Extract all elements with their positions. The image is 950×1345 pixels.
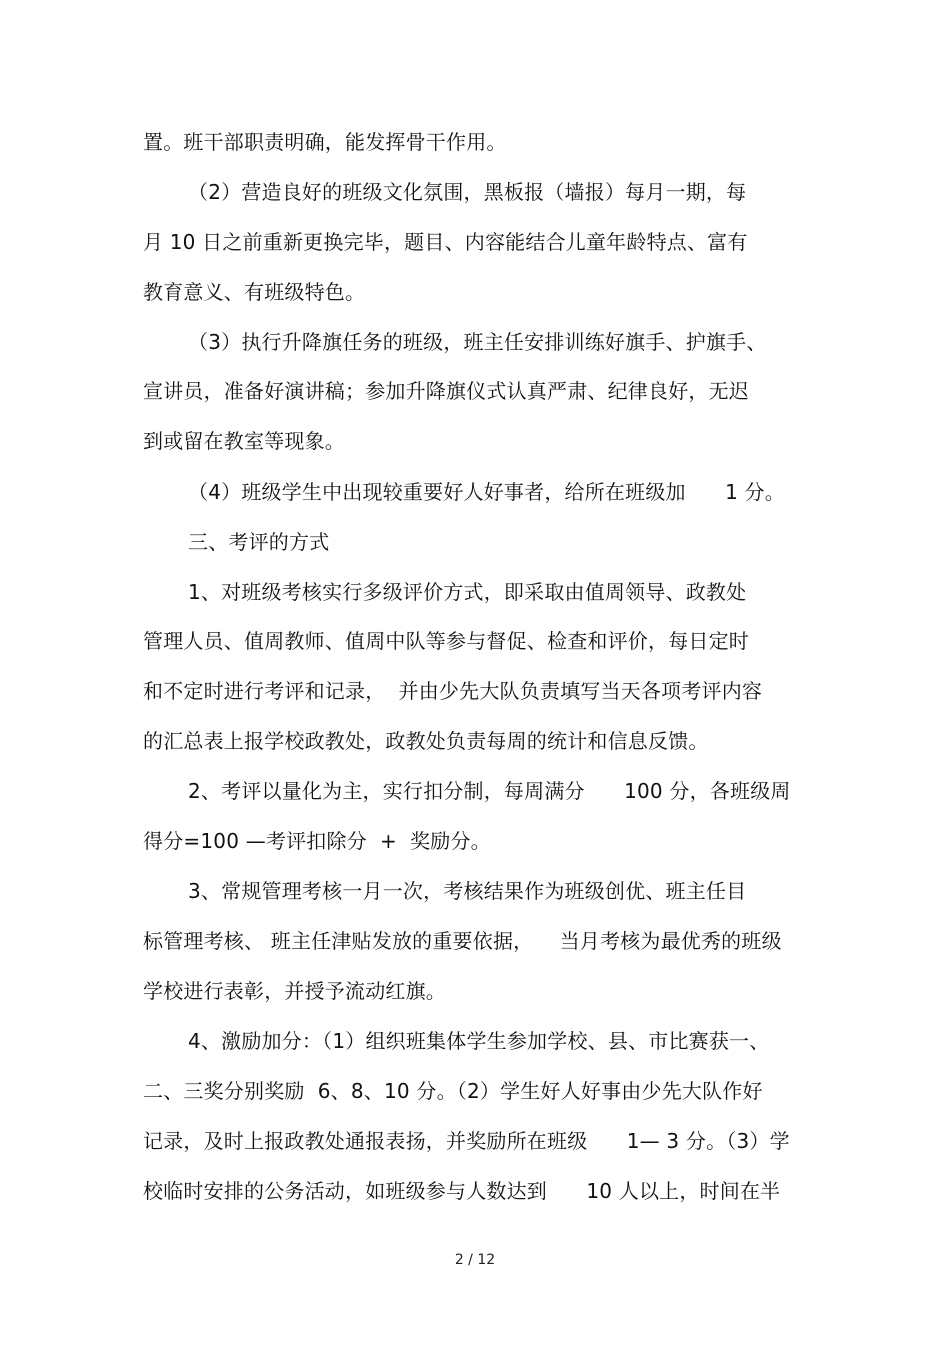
text-line-14: 2、考评以量化为主，实行扣分制，每周满分 100 分，各班级周	[188, 779, 791, 803]
text-line-3: 月 10 日之前重新更换完毕，题目、内容能结合儿童年龄特点、富有	[143, 230, 748, 254]
text-line-6: 宣讲员，准备好演讲稿；参加升降旗仪式认真严肃、纪律良好，无迟	[143, 379, 749, 403]
page-number: 2 / 12	[454, 1252, 496, 1268]
text-line-13: 的汇总表上报学校政教处，政教处负责每周的统计和信息反馈。	[143, 729, 709, 753]
text-line-19: 4、激励加分：（1）组织班集体学生参加学校、县、市比赛获一、	[188, 1029, 770, 1053]
text-line-4: 教育意义、有班级特色。	[143, 280, 366, 304]
text-line-2: （2）营造良好的班级文化氛围，黑板报（墙报）每月一期，每	[188, 180, 747, 204]
section-heading: 三、考评的方式	[188, 530, 330, 554]
text-line-22: 校临时安排的公务活动，如班级参与人数达到 10 人以上，时间在半	[143, 1179, 781, 1203]
text-line-20: 二、三奖分别奖励 6、8、10 分。（2）学生好人好事由少先大队作好	[143, 1079, 763, 1103]
text-line-7: 到或留在教室等现象。	[143, 429, 345, 453]
text-line-11: 管理人员、值周教师、值周中队等参与督促、检查和评价，每日定时	[143, 629, 749, 653]
text-line-8: （4）班级学生中出现较重要好人好事者，给所在班级加 1 分。	[188, 480, 785, 504]
text-line-18: 学校进行表彰，并授予流动红旗。	[143, 979, 446, 1003]
text-line-5: （3）执行升降旗任务的班级，班主任安排训练好旗手、护旗手、	[188, 330, 767, 354]
text-line-17: 标管理考核、 班主任津贴发放的重要依据， 当月考核为最优秀的班级	[143, 929, 782, 953]
text-line-1: 置。班干部职责明确，能发挥骨干作用。	[143, 130, 507, 154]
text-line-16: 3、常规管理考核一月一次，考核结果作为班级创优、班主任目	[188, 879, 747, 903]
text-line-12: 和不定时进行考评和记录， 并由少先大队负责填写当天各项考评内容	[143, 679, 763, 703]
text-line-10: 1、对班级考核实行多级评价方式，即采取由值周领导、政教处	[188, 580, 747, 604]
text-line-15: 得分=100 —考评扣除分 + 奖励分。	[143, 829, 491, 853]
text-line-21: 记录，及时上报政教处通报表扬，并奖励所在班级 1— 3 分。（3）学	[143, 1129, 790, 1153]
